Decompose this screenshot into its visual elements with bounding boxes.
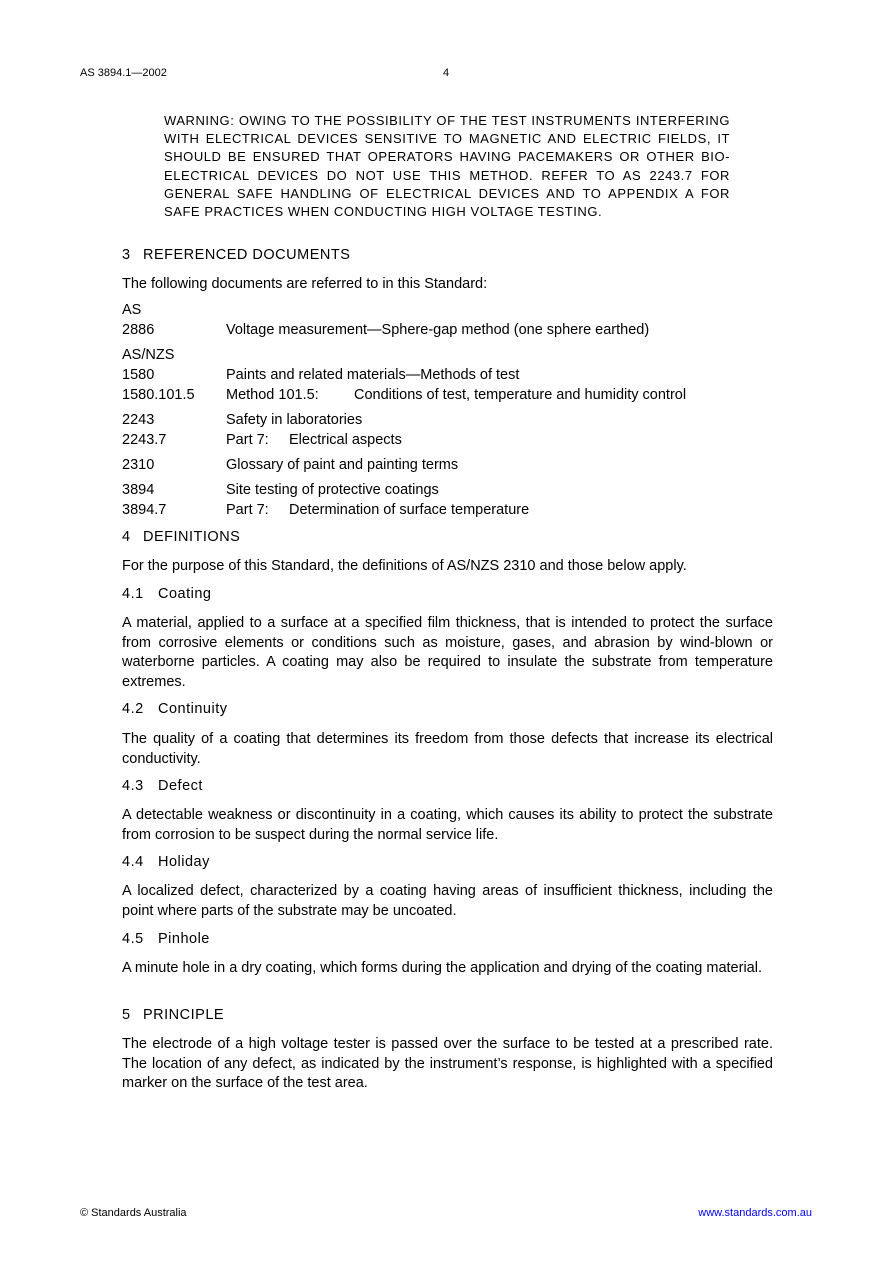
- ref-title-1580-101-5: Conditions of test, temperature and humidity control: [354, 387, 687, 403]
- ref-title-1580: Paints and related materials—Methods of test: [226, 367, 520, 383]
- definition-4-3-heading: [122, 778, 203, 794]
- ref-title-2310: Glossary of paint and painting terms: [226, 457, 459, 473]
- section-number: 5: [122, 1007, 131, 1023]
- ref-code-2310: 2310: [122, 457, 155, 473]
- group-as: AS: [122, 302, 142, 318]
- clause-number: 4.4: [122, 854, 144, 870]
- section-number: 4: [122, 529, 131, 545]
- definition-4-5-heading: [122, 931, 210, 947]
- ref-code-1580-101-5: 1580.101.5: [122, 387, 195, 403]
- ref-code-3894: 3894: [122, 482, 155, 498]
- website-link[interactable]: www.standards.com.au: [698, 1207, 812, 1219]
- ref-code-1580: 1580: [122, 367, 155, 383]
- ref-code-2243: 2243: [122, 412, 155, 428]
- warning-notice: WARNING: OWING TO THE POSSIBILITY OF THE TEST INSTRUMENTS INTERFERING WITH ELECTRICAL DEVICES SENSITIVE TO MAGNETIC AND ELECTRIC FIELDS, IT SHOULD BE ENSURED THAT OPERATORS HAVING PACEMAKERS OR OTHER BIO-ELECTRICAL DEVICES DO NOT USE THIS METHOD. REFER TO AS 2243.7 FOR GENERAL SAFE HANDLING OF ELECTRICAL DEVICES AND TO APPENDIX A FOR SAFE PRACTICES WHEN CONDUCTING HIGH VOLTAGE TESTING.: [164, 113, 730, 220]
- definition-4-4-heading: [122, 854, 210, 870]
- ref-title-3894-7: Determination of surface temperature: [289, 502, 530, 518]
- section-4-heading: [122, 529, 240, 545]
- section-number: 3: [122, 247, 131, 263]
- definition-4-5-text: A minute hole in a dry coating, which forms during the application and drying of the coating material.: [122, 960, 762, 976]
- definition-term: Holiday: [158, 854, 210, 870]
- clause-number: 4.5: [122, 931, 144, 947]
- section-3-heading: [122, 247, 350, 263]
- section-title: DEFINITIONS: [143, 529, 241, 545]
- ref-code-3894-7: 3894.7: [122, 502, 167, 518]
- clause-number: 4.1: [122, 586, 144, 602]
- ref-part-3894-7: Part 7:: [226, 502, 269, 518]
- clause-number: 4.2: [122, 701, 144, 717]
- ref-title-2886: Voltage measurement—Sphere-gap method (one sphere earthed): [226, 322, 650, 338]
- definition-4-4-text: A localized defect, characterized by a coating having areas of insufficient thickness, including the point where parts of the substrate may be uncoated.: [122, 883, 773, 919]
- ref-code-2886: 2886: [122, 322, 155, 338]
- definition-4-3-text: A detectable weakness or discontinuity in a coating, which causes its ability to protect the substrate from corrosion to be suspect during the normal service life.: [122, 807, 773, 843]
- definition-4-2-heading: [122, 701, 227, 717]
- section-title: PRINCIPLE: [143, 1007, 225, 1023]
- definition-4-1-text: A material, applied to a surface at a specified film thickness, that is intended to protect the surface from corrosive elements or conditions such as moisture, gases, and abrasion by wind-blown or waterborne particles. A coating may also be required to insulate the substrate from temperature extremes.: [122, 615, 773, 690]
- definition-term: Continuity: [158, 701, 228, 717]
- section-5-heading: [122, 1007, 224, 1023]
- definition-term: Coating: [158, 586, 212, 602]
- section-4-intro: For the purpose of this Standard, the definitions of AS/NZS 2310 and those below apply.: [122, 558, 687, 574]
- ref-title-2243: Safety in laboratories: [226, 412, 363, 428]
- clause-number: 4.3: [122, 778, 144, 794]
- page-number: 4: [443, 67, 450, 79]
- ref-title-3894: Site testing of protective coatings: [226, 482, 439, 498]
- ref-part-1580-101-5: Method 101.5:: [226, 387, 319, 403]
- section-5-text: The electrode of a high voltage tester is passed over the surface to be tested at a prescribed rate. The location of any defect, as indicated by the instrument’s response, is highlighted with a specified marker on the surface of the test area.: [122, 1036, 773, 1091]
- group-asnzs: AS/NZS: [122, 347, 175, 363]
- definition-4-1-heading: [122, 586, 211, 602]
- copyright-notice: © Standards Australia: [80, 1207, 187, 1219]
- section-title: REFERENCED DOCUMENTS: [143, 247, 351, 263]
- definition-4-2-text: The quality of a coating that determines its freedom from those defects that increase its electrical conductivity.: [122, 731, 773, 767]
- ref-code-2243-7: 2243.7: [122, 432, 167, 448]
- definition-term: Pinhole: [158, 931, 210, 947]
- section-3-intro: The following documents are referred to in this Standard:: [122, 276, 488, 292]
- definition-term: Defect: [158, 778, 203, 794]
- ref-title-2243-7: Electrical aspects: [289, 432, 402, 448]
- ref-part-2243-7: Part 7:: [226, 432, 269, 448]
- document-id: AS 3894.1—2002: [80, 67, 167, 79]
